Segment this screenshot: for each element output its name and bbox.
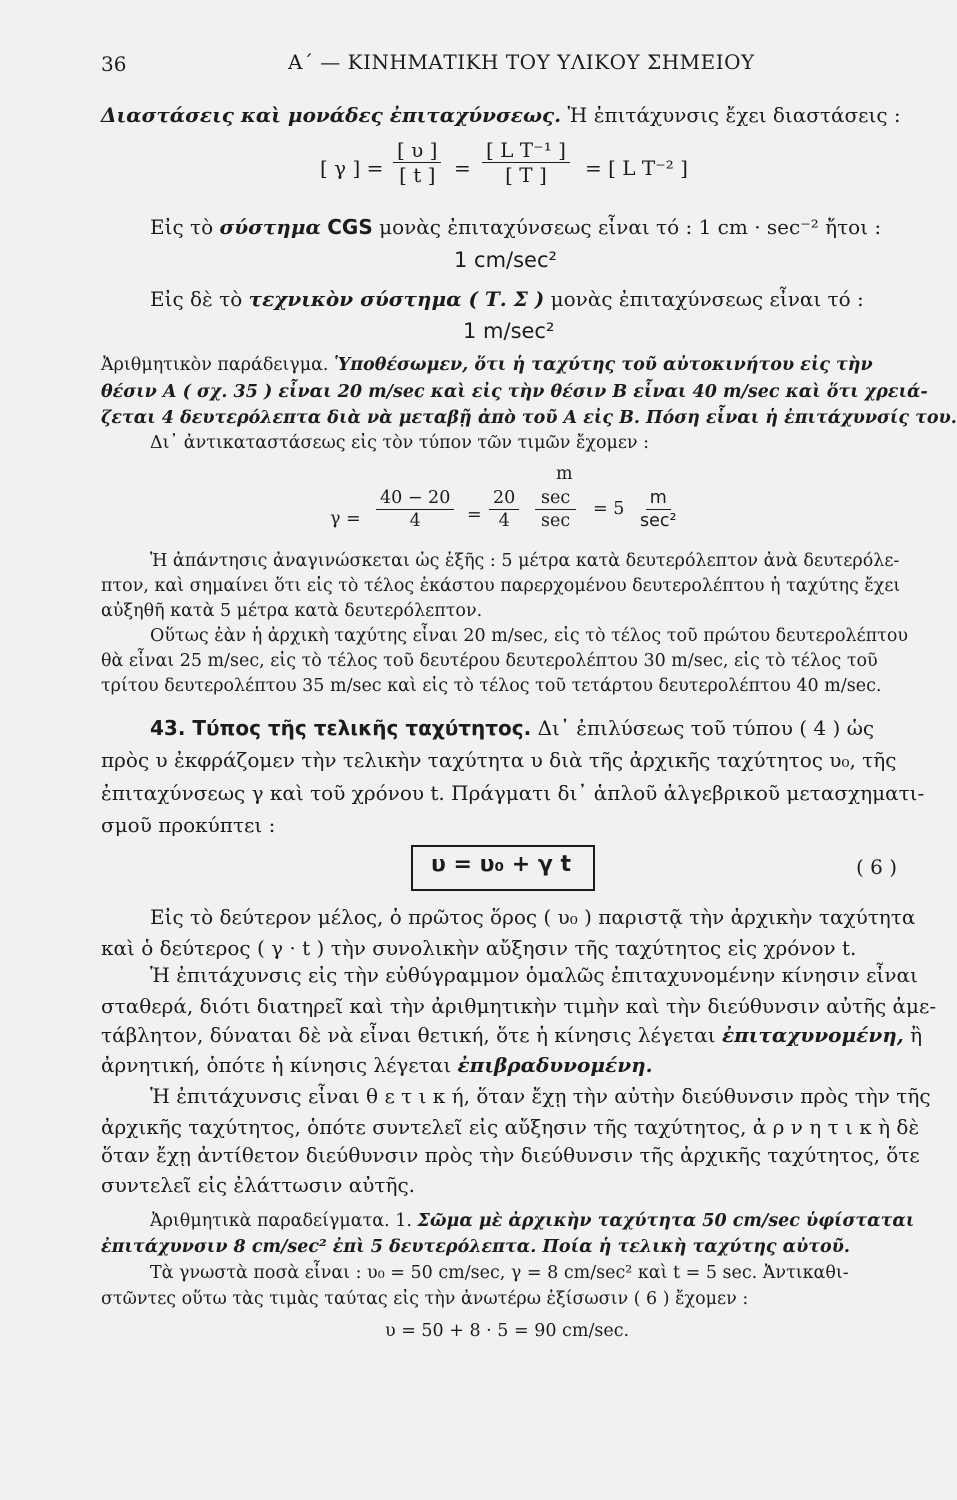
fraction-numerator: [ υ ] (393, 138, 441, 163)
section43-p9: ὅταν ἔχῃ ἀντίθετον διεύθυνσιν πρὸς τὴν διεύθυνσιν τῆς ἀρχικῆς ταχύτητος, ὅτε (101, 1143, 920, 1167)
section43-heading: 43. Τύπος τῆς τελικῆς ταχύτητος. (150, 716, 532, 740)
fraction-denominator: [ T ] (505, 163, 547, 187)
examples2-line4: στῶντες οὕτω τὰς τιμὰς ταύτας εἰς τὴν ἀνωτέρω ἐξίσωσιν ( 6 ) ἔχομεν : (101, 1289, 749, 1309)
fraction-denominator: sec (541, 511, 571, 531)
calc-fraction-result (636, 487, 681, 532)
formula-equals: = (454, 156, 471, 180)
calc-fraction-1 (376, 487, 454, 532)
fraction-lt-over-t (482, 138, 570, 187)
answer-line4: Οὕτως ἐὰν ἡ ἀρχικὴ ταχύτης εἶναι 20 m/sec, εἰς τὸ τέλος τοῦ πρώτου δευτερολέπτου (150, 626, 909, 646)
fraction-numerator: 20 (489, 487, 519, 510)
answer-line3: αὐξηθῆ κατὰ 5 μέτρα κατὰ δευτερόλεπτον. (101, 601, 483, 621)
section43-p4: σταθερά, διότι διατηρεῖ καὶ τὴν ἀριθμητικὴν τιμὴν καὶ τὴν διεύθυνσιν αὐτῆς ἀμε- (101, 994, 937, 1018)
section43-p7: Ἡ ἐπιτάχυνσις εἶναι θ ε τ ι κ ή, ὅταν ἔχῃ τὴν αὐτὴν διεύθυνσιν πρὸς τὴν τῆς (150, 1084, 931, 1108)
calc-m-top: m (556, 464, 573, 484)
term-accelerated: ἐπιταχυνομένη, (721, 1023, 904, 1047)
formula-rhs: = [ L T⁻² ] (585, 156, 688, 180)
answer-line5: θὰ εἶναι 25 m/sec, εἰς τὸ τέλος τοῦ δευτέρου δευτερολέπτου 30 m/sec, εἰς τὸ τέλος τοῦ (101, 651, 878, 671)
example1-label: Ἀριθμητικὸν παράδειγμα. (101, 355, 329, 375)
running-title: Α΄ — ΚΙΝΗΜΑΤΙΚΗ ΤΟΥ ΥΛΙΚΟΥ ΣΗΜΕΙΟΥ (288, 50, 755, 74)
section43-line1 (150, 716, 874, 740)
cgs-text: μονὰς ἐπιταχύνσεως εἶναι τό : 1 cm · sec⁻² ἤτοι : (379, 215, 882, 239)
fraction-denominator: 4 (498, 511, 510, 531)
p5-text: τάβλητον, δύναται δὲ νὰ εἶναι θετική, ὅτε ἡ κίνησις λέγεται (101, 1023, 716, 1047)
calc-gamma: γ = (330, 509, 361, 529)
dimensions-line (101, 103, 901, 127)
cgs-unit: 1 cm/sec² (454, 248, 557, 272)
technical-line (150, 287, 864, 311)
answer-line1: Ἡ ἀπάντησις ἀναγινώσκεται ὡς ἑξῆς : 5 μέτρα κατὰ δευτερόλεπτον ἀνὰ δευτερόλε- (150, 551, 900, 571)
example1-text: Ὑποθέσωμεν, ὅτι ἡ ταχύτης τοῦ αὐτοκινήτου εἰς τὴν (334, 355, 873, 375)
fraction-numerator: 40 − 20 (376, 487, 454, 510)
examples2-line2: ἐπιτάχυνσιν 8 cm/sec² ἐπὶ 5 δευτερόλεπτα. Ποία ἡ τελικὴ ταχύτης αὐτοῦ. (101, 1237, 850, 1257)
section43-p1: Εἰς τὸ δεύτερον μέλος, ὁ πρῶτος ὅρος ( υ₀ ) παριστᾷ τὴν ἀρχικὴν ταχύτητα (150, 905, 916, 929)
fraction-denominator: [ t ] (399, 163, 436, 187)
examples2-result: υ = 50 + 8 · 5 = 90 cm/sec. (385, 1321, 630, 1341)
section43-line2: πρὸς υ ἐκφράζομεν τὴν τελικὴν ταχύτητα υ διὰ τῆς ἀρχικῆς ταχύτητος υ₀, τῆς (101, 748, 897, 772)
page-number: 36 (101, 52, 127, 76)
fraction-numerator: sec (535, 487, 576, 510)
fraction-v-over-t (393, 138, 441, 187)
calc-equals: = (467, 505, 482, 525)
section43-p6 (101, 1053, 653, 1077)
p5-end: ἢ (910, 1023, 923, 1047)
examples2-line3: Τὰ γνωστὰ ποσὰ εἶναι : υ₀ = 50 cm/sec, γ = 8 cm/sec² καὶ t = 5 sec. Ἀντικαθι- (150, 1263, 849, 1283)
fraction-numerator: m (646, 487, 671, 510)
answer-line2: πτον, καὶ σημαίνει ὅτι εἰς τὸ τέλος ἑκάστου παρερχομένου δευτερολέπτου ἡ ταχύτης ἔχει (101, 576, 901, 596)
dimensions-heading: Διαστάσεις καὶ μονάδες ἐπιταχύνσεως. (101, 103, 562, 127)
example1-line4: Δι᾽ ἀντικαταστάσεως εἰς τὸν τύπον τῶν τιμῶν ἔχομεν : (150, 433, 650, 453)
term-decelerated: ἐπιβραδυνομένη. (457, 1053, 653, 1077)
equation-number: ( 6 ) (856, 855, 898, 879)
section43-p2: καὶ ὁ δεύτερος ( γ · t ) τὴν συνολικὴν αὔξησιν τῆς ταχύτητος εἰς χρόνον t. (101, 936, 857, 960)
cgs-line (150, 215, 881, 239)
examples2-label: Ἀριθμητικὰ παραδείγματα. 1. (150, 1211, 412, 1231)
example1-line2: θέσιν Α ( σχ. 35 ) εἶναι 20 m/sec καὶ εἰς τὴν θέσιν Β εἶναι 40 m/sec καὶ ὅτι χρειά- (101, 382, 928, 402)
fraction-numerator: [ L T⁻¹ ] (482, 138, 570, 163)
dimensions-text: Ἡ ἐπιτάχυνσις ἔχει διαστάσεις : (567, 103, 901, 127)
technical-term: τεχνικὸν σύστημα ( Τ. Σ ) (248, 287, 545, 311)
section43-line4: σμοῦ προκύπτει : (101, 813, 276, 837)
section43-p5 (101, 1023, 922, 1047)
section43-p3: Ἡ ἐπιτάχυνσις εἰς τὴν εὐθύγραμμον ὁμαλῶς ἐπιταχυνομένην κίνησιν εἶναι (150, 963, 918, 987)
cgs-term: σύστημα (219, 215, 321, 239)
formula-lhs: [ γ ] = (320, 156, 384, 180)
fraction-denominator: 4 (409, 511, 421, 531)
cgs-abbrev: CGS (327, 215, 373, 239)
section43-text: Δι᾽ ἐπιλύσεως τοῦ τύπου ( 4 ) ὡς (537, 716, 875, 740)
cgs-pre: Εἰς τὸ (150, 215, 214, 239)
section43-line3: ἐπιταχύνσεως γ καὶ τοῦ χρόνου t. Πράγματι δι᾽ ἁπλοῦ ἀλγεβρικοῦ μετασχηματι- (101, 781, 925, 805)
technical-pre: Εἰς δὲ τὸ (150, 287, 243, 311)
fraction-denominator: sec² (640, 511, 677, 531)
calc-equals-five: = 5 (593, 499, 625, 519)
section43-p10: συντελεῖ εἰς ἐλάττωσιν αὐτῆς. (101, 1173, 416, 1197)
examples2-line1 (150, 1210, 914, 1232)
final-velocity-formula: υ = υ₀ + γ t (431, 852, 572, 877)
calc-fraction-3 (535, 487, 576, 532)
technical-text: μονὰς ἐπιταχύνσεως εἶναι τό : (550, 287, 864, 311)
example1-line3: ζεται 4 δευτερόλεπτα διὰ νὰ μεταβῇ ἀπὸ τοῦ Α εἰς Β. Πόση εἶναι ἡ ἐπιτάχυνσίς του. (101, 408, 957, 428)
examples2-problem: Σῶμα μὲ ἀρχικὴν ταχύτητα 50 cm/sec ὑφίσταται (417, 1211, 915, 1231)
answer-line6: τρίτου δευτερολέπτου 35 m/sec καὶ εἰς τὸ τέλος τοῦ τετάρτου δευτερολέπτου 40 m/sec. (101, 676, 882, 696)
p6-text: ἀρνητική, ὁπότε ἡ κίνησις λέγεται (101, 1053, 452, 1077)
technical-unit: 1 m/sec² (463, 319, 555, 343)
example1-line1 (101, 354, 873, 376)
calc-fraction-2 (489, 487, 519, 532)
section43-p8: ἀρχικῆς ταχύτητος, ὁπότε συντελεῖ εἰς αὔξησιν τῆς ταχύτητος, ἀ ρ ν η τ ι κ ὴ δὲ (101, 1115, 920, 1139)
